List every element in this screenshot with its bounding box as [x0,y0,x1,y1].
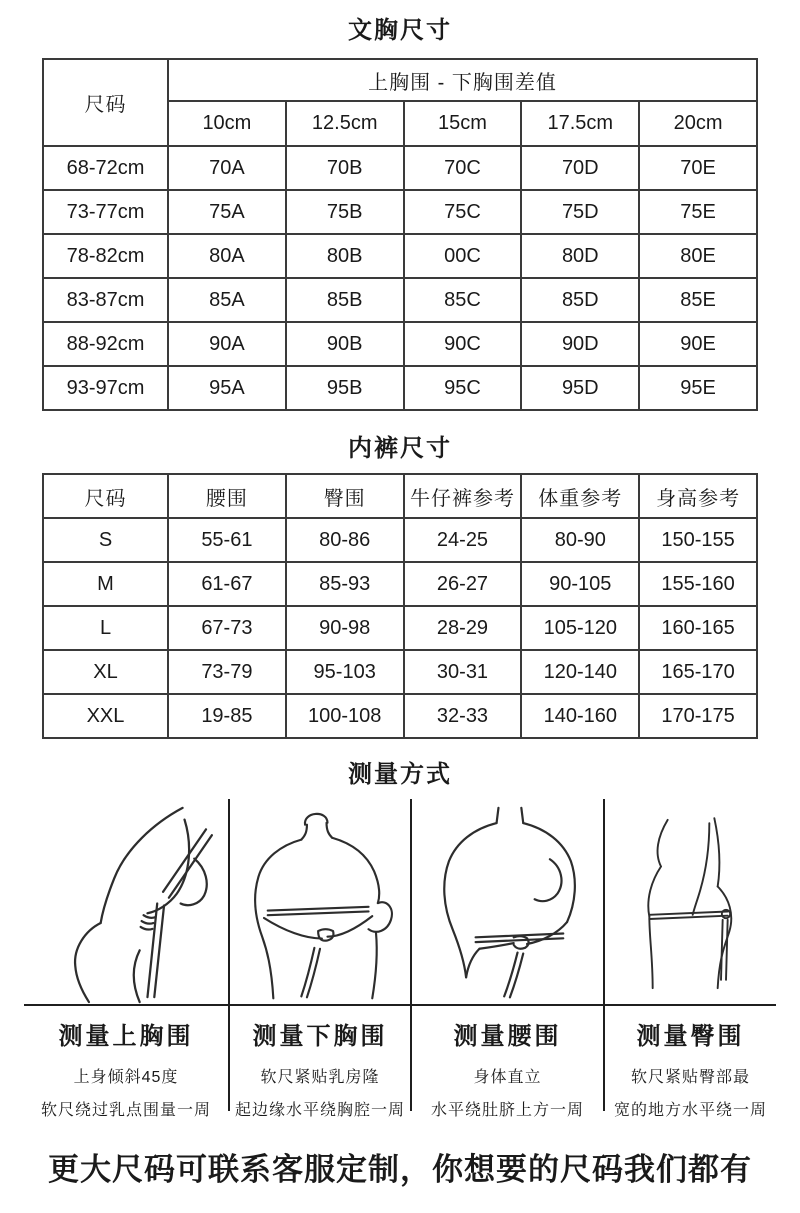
bra-diff-header: 15cm [404,101,522,146]
bra-cup-size: 75A [168,190,286,234]
panty-cell: 80-86 [286,518,404,562]
panty-cell: 19-85 [168,694,286,738]
bra-diff-header: 20cm [639,101,757,146]
panty-size: XL [43,650,168,694]
leaning-figure-icon [37,804,215,1004]
measure-hip-illustration [605,799,776,1006]
measure-method-grid [24,799,776,1119]
panty-cell: 165-170 [639,650,757,694]
panty-cell: 24-25 [404,518,522,562]
bra-diff-header: 10cm [168,101,286,146]
bra-cup-size: 85C [404,278,522,322]
table-row [43,474,757,518]
panty-cell: 155-160 [639,562,757,606]
bra-underbust-range: 83-87cm [43,278,168,322]
panty-cell: 105-120 [521,606,639,650]
panty-header: 尺码 [43,474,168,518]
bra-cup-size: 95B [286,366,404,410]
bra-diff-header: 17.5cm [521,101,639,146]
table-row [43,59,757,101]
panty-cell: 28-29 [404,606,522,650]
front-view-figure-icon [422,804,594,1004]
table-row [43,322,757,366]
bra-underbust-range: 93-97cm [43,366,168,410]
bra-cup-size: 90C [404,322,522,366]
custom-size-headline: 更大尺码可联系客服定制，你想要的尺码我们都有 [48,1152,752,1187]
panty-cell: 32-33 [404,694,522,738]
panty-cell: 85-93 [286,562,404,606]
bra-cup-size: 85E [639,278,757,322]
bra-cup-size: 85B [286,278,404,322]
bra-cup-size: 70B [286,146,404,190]
measure-under-bust-illustration [230,799,410,1006]
measure-step-label: 测量上胸围 [58,1023,194,1050]
bra-cup-size: 80B [286,234,404,278]
measure-upper-bust-column [24,799,228,1119]
bra-underbust-range: 78-82cm [43,234,168,278]
measure-hip-column [603,799,776,1119]
measure-step-instruction: 身体直立 [473,1069,542,1086]
panty-header: 腰围 [168,474,286,518]
measure-step-label: 测量臀围 [636,1023,745,1050]
table-row [43,650,757,694]
bra-cup-size: 70A [168,146,286,190]
panty-cell: 55-61 [168,518,286,562]
panty-cell: 160-165 [639,606,757,650]
panty-cell: 90-105 [521,562,639,606]
bra-underbust-range: 68-72cm [43,146,168,190]
bra-cup-size: 75E [639,190,757,234]
bra-cup-size: 75C [404,190,522,234]
measure-step-instruction: 起边缘水平绕胸腔一周 [234,1102,405,1119]
table-row [43,694,757,738]
measure-step-instruction: 软尺紧贴臀部最 [630,1069,750,1086]
panty-cell: 95-103 [286,650,404,694]
table-row [43,562,757,606]
bra-diff-header: 12.5cm [286,101,404,146]
panty-cell: 67-73 [168,606,286,650]
bra-diff-span-header: 上胸围 - 下胸围差值 [168,59,757,101]
side-view-figure-icon [616,804,766,1004]
bra-cup-size: 80D [521,234,639,278]
panty-cell: 150-155 [639,518,757,562]
bra-cup-size: 80A [168,234,286,278]
panty-header: 牛仔裤参考 [404,474,522,518]
bra-cup-size: 85D [521,278,639,322]
bra-cup-size: 95A [168,366,286,410]
bra-underbust-range: 88-92cm [43,322,168,366]
panty-size: L [43,606,168,650]
measure-step-instruction: 软尺绕过乳点围量一周 [40,1102,211,1119]
measure-upper-bust-illustration [24,799,228,1006]
bra-cup-size: 85A [168,278,286,322]
measure-step-instruction: 水平绕肚脐上方一周 [430,1102,584,1119]
bra-size-title: 文胸尺寸 [348,17,452,44]
panty-cell: 90-98 [286,606,404,650]
bra-cup-size: 95C [404,366,522,410]
panty-cell: 30-31 [404,650,522,694]
bra-cup-size: 80E [639,234,757,278]
measure-step-instruction: 宽的地方水平绕一周 [613,1102,767,1119]
panty-cell: 170-175 [639,694,757,738]
bra-cup-size: 70D [521,146,639,190]
measure-step-instruction: 上身倾斜45度 [73,1069,179,1086]
table-row [43,366,757,410]
bra-cup-size: 75D [521,190,639,234]
table-row [43,234,757,278]
bra-cup-size: 70E [639,146,757,190]
bra-cup-size: 95E [639,366,757,410]
measure-under-bust-column [228,799,410,1119]
panty-cell: 80-90 [521,518,639,562]
bra-underbust-range: 73-77cm [43,190,168,234]
bra-size-column-header: 尺码 [43,59,168,146]
panty-header: 身高参考 [639,474,757,518]
back-view-figure-icon [236,804,404,1004]
table-row [43,278,757,322]
table-row [43,518,757,562]
bra-size-table [42,58,758,411]
panty-size: M [43,562,168,606]
panty-size: XXL [43,694,168,738]
bra-cup-size: 70C [404,146,522,190]
measure-method-title: 测量方式 [348,761,452,788]
panty-cell: 26-27 [404,562,522,606]
panty-size-table [42,473,758,739]
panty-header: 臀围 [286,474,404,518]
bra-cup-size: 95D [521,366,639,410]
bra-cup-size: 90E [639,322,757,366]
panty-header: 体重参考 [521,474,639,518]
bra-cup-size: 90B [286,322,404,366]
table-row [43,146,757,190]
panty-cell: 120-140 [521,650,639,694]
measure-step-label: 测量下胸围 [252,1023,388,1050]
measure-step-label: 测量腰围 [453,1023,562,1050]
panty-cell: 61-67 [168,562,286,606]
bra-cup-size: 90D [521,322,639,366]
panty-size: S [43,518,168,562]
panty-cell: 73-79 [168,650,286,694]
bra-cup-size: 90A [168,322,286,366]
bra-cup-size: 00C [404,234,522,278]
panty-cell: 140-160 [521,694,639,738]
measure-waist-illustration [412,799,603,1006]
size-chart-page [0,14,800,1189]
measure-waist-column [410,799,603,1119]
bra-cup-size: 75B [286,190,404,234]
table-row [43,606,757,650]
table-row [43,190,757,234]
measure-step-instruction: 软尺紧贴乳房隆 [260,1069,380,1086]
panty-cell: 100-108 [286,694,404,738]
panty-size-title: 内裤尺寸 [348,435,452,462]
